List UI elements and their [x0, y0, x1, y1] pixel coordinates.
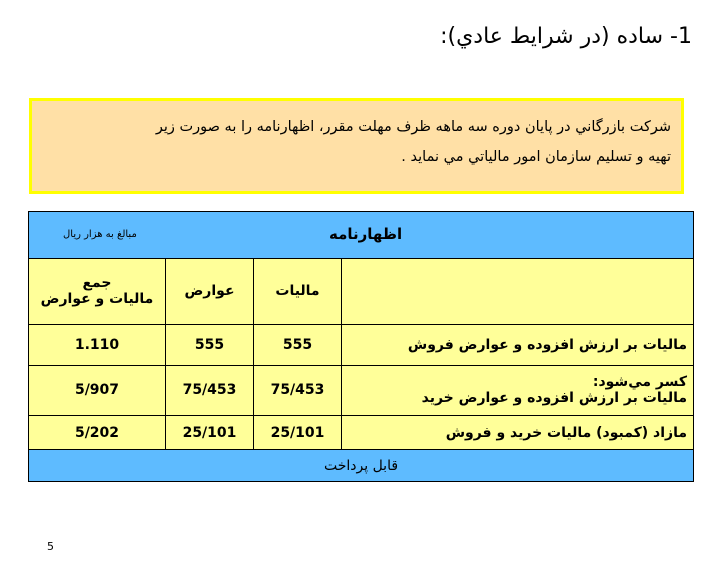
row-total-value: 5/202	[29, 416, 166, 450]
row-label: مازاد (كمبود) ماليات خريد و فروش	[342, 416, 694, 450]
description-line-1: شركت بازرگاني در پايان دوره سه ماهه ظرف مهلت مقرر، اظهارنامه را به صورت زير	[155, 119, 671, 135]
column-header-tax: ماليات	[254, 258, 342, 325]
slide-title: 1- ساده (در شرايط عادي):	[440, 24, 692, 49]
table-row	[29, 416, 694, 450]
column-header-row	[29, 258, 694, 325]
payable-label: قابل پرداخت	[29, 450, 694, 482]
row-label-line1: كسر مي‌شود:	[592, 374, 687, 391]
row-total-value: 5/907	[29, 365, 166, 416]
table-header-row	[29, 212, 694, 259]
column-header-total-line2: ماليات و عوارض	[40, 291, 154, 308]
table-header-cell	[29, 212, 694, 259]
row-tax-value: 25/101	[254, 416, 342, 450]
row-tax-value: 555	[254, 325, 342, 365]
column-header-total-line1: جمع	[82, 275, 112, 292]
row-total-value: 1.110	[29, 325, 166, 365]
table-title: اظهارنامه	[329, 225, 403, 243]
row-label: ماليات بر ارزش افزوده و عوارض فروش	[342, 325, 694, 365]
column-header-total	[29, 258, 166, 325]
description-box	[29, 98, 684, 194]
row-label	[342, 365, 694, 416]
row-label-line2: ماليات بر ارزش افزوده و عوارض خريد	[421, 390, 687, 407]
row-charges-value: 555	[166, 325, 254, 365]
amount-unit-label: مبالغ به هزار ريال	[63, 229, 137, 240]
column-header-charges: عوارض	[166, 258, 254, 325]
row-tax-value: 75/453	[254, 365, 342, 416]
table-row	[29, 365, 694, 416]
column-header-label	[342, 258, 694, 325]
description-line-2: تهيه و تسليم سازمان امور مالياتي مي نمايد .	[401, 149, 671, 165]
declaration-table	[28, 211, 694, 482]
row-charges-value: 25/101	[166, 416, 254, 450]
page-number: 5	[47, 540, 54, 553]
table-row	[29, 325, 694, 365]
table-footer-row	[29, 450, 694, 482]
row-charges-value: 75/453	[166, 365, 254, 416]
